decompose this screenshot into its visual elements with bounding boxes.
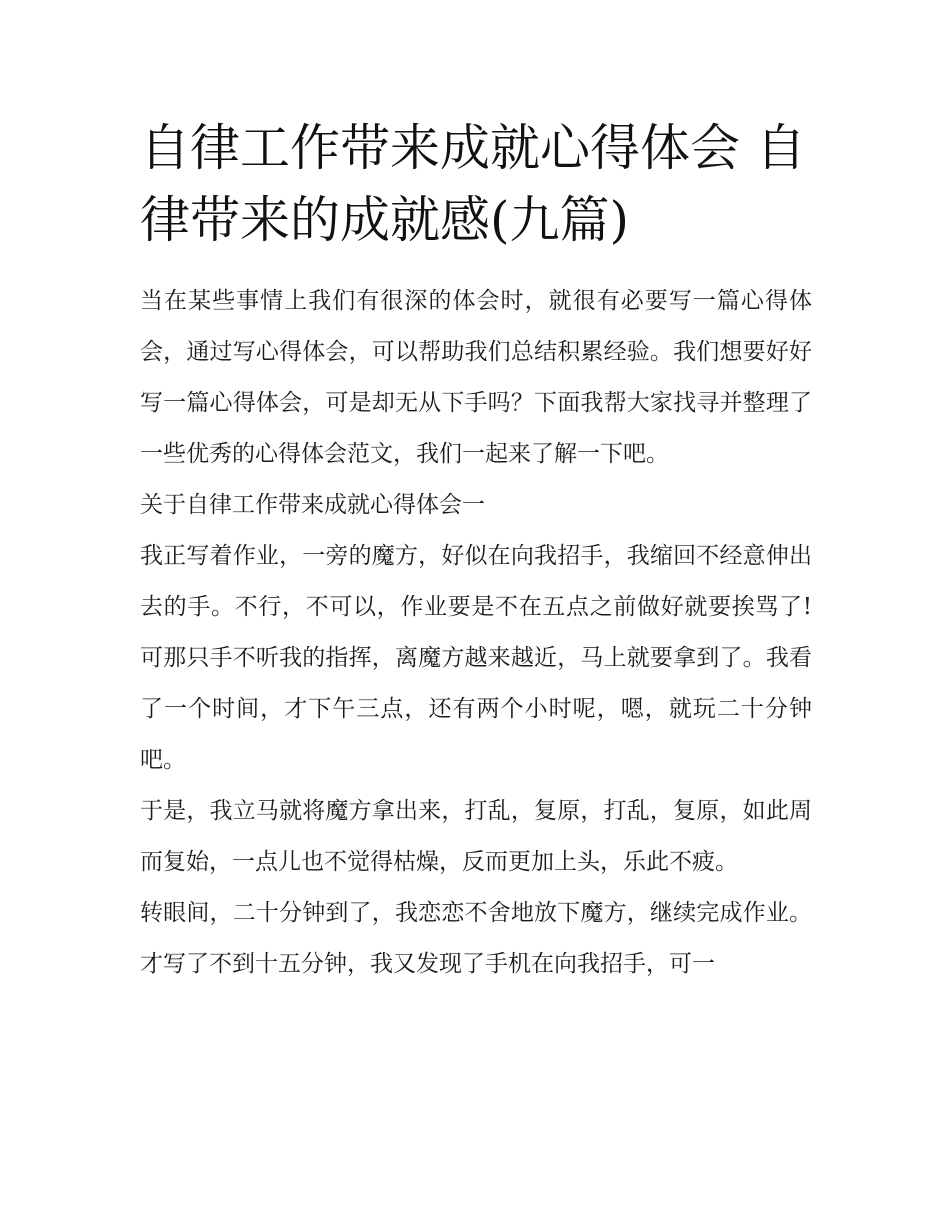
body-paragraph: 转眼间，二十分钟到了，我恋恋不舍地放下魔方，继续完成作业。才写了不到十五分钟，我又发现了手机在向我招手，可一 [140, 900, 812, 977]
intro-paragraph: 当在某些事情上我们有很深的体会时，就很有必要写一篇心得体会，通过写心得体会，可以帮助我们总结积累经验。我们想要好好写一篇心得体会，可是却无从下手吗？下面我帮大家找寻并整理了一些优秀的心得体会范文，我们一起来了解一下吧。 [140, 288, 812, 467]
body-paragraph: 我正写着作业，一旁的魔方，好似在向我招手，我缩回不经意伸出去的手。不行，不可以，作业要是不在五点之前做好就要挨骂了!可那只手不听我的指挥，离魔方越来越近，马上就要拿到了。我看了一个时间，才下午三点，还有两个小时呢，嗯，就玩二十分钟吧。 [140, 543, 812, 773]
body-paragraph: 于是，我立马就将魔方拿出来，打乱，复原，打乱，复原，如此周而复始，一点儿也不觉得枯燥，反而更加上头，乐此不疲。 [140, 798, 812, 875]
document-body [140, 276, 812, 990]
document-title: 自律工作带来成就心得体会 自律带来的成就感(九篇) [140, 119, 806, 249]
section-heading: 关于自律工作带来成就心得体会一 [140, 492, 485, 518]
